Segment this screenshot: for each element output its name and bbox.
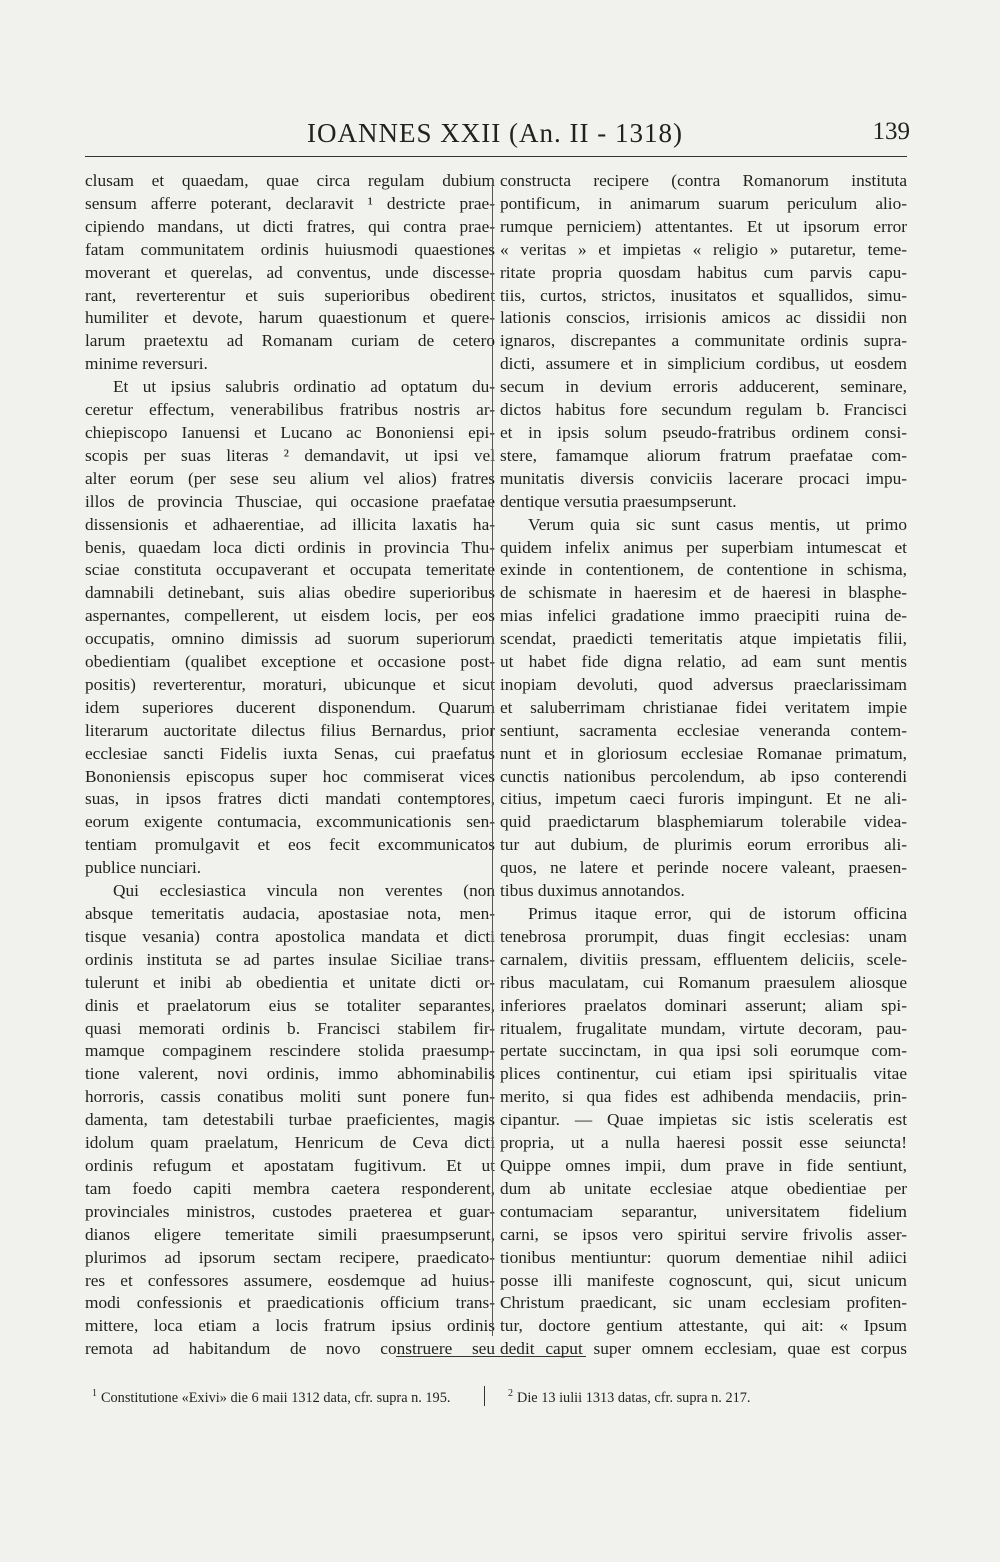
- header-rule: [85, 156, 907, 157]
- text-line: benis, quaedam loca dicti ordinis in provincia Thu-: [85, 537, 495, 557]
- text-line: inopiam devoluti, quod adversus praeclarissimam: [500, 674, 907, 694]
- text-line: tionibus mentiuntur: quorum dementiae nihil adiici: [500, 1247, 907, 1267]
- text-line: de schismate in haeresim et de haeresi in blasphe-: [500, 583, 907, 603]
- text-line: dedit caput super omnem ecclesiam, quae est corpus: [500, 1339, 907, 1359]
- text-line: carni, se ipsos vero spiritui servire frivolis asser-: [500, 1224, 907, 1244]
- text-line: tibus duximus annotandos.: [500, 881, 685, 901]
- text-line: et in ipsis solum pseudo-fratribus ordinem consi-: [500, 422, 907, 442]
- text-line: ecclesiae sancti Fidelis iuxta Senas, cui praefatus: [85, 743, 495, 763]
- text-line: sensum afferre poterant, declaravit ¹ destricte prae-: [85, 193, 495, 213]
- text-line: scopis per suas literas ² demandavit, ut ipsi vel: [85, 445, 495, 465]
- text-line: ignaros, discrepantes a communitate ordinis supra-: [500, 331, 907, 351]
- text-line: dissensionis et adhaerentiae, ad illicita laxatis ha-: [85, 514, 495, 534]
- footnote-1-text: Constitutione «Exivi» die 6 maii 1312 data, cfr. supra n. 195.: [101, 1389, 451, 1406]
- text-line: « veritas » et impietas « religio » putaretur, teme-: [500, 239, 907, 259]
- column-divider: [492, 178, 493, 1336]
- footnote-1-number: 1: [92, 1388, 97, 1399]
- text-line: pontificum, in animarum suarum periculum alio-: [500, 193, 907, 213]
- text-line: dum ab unitate ecclesiae atque obedientiae per: [500, 1178, 907, 1198]
- text-line: suas, in ipsos fratres dicti mandati contemptores,: [85, 789, 495, 809]
- text-line: merito, si qua fides est adhibenda mendaciis, prin-: [500, 1087, 907, 1107]
- text-line: Bononiensis episcopus super hoc commiserat vices: [85, 766, 495, 786]
- text-line: quasi memorati ordinis b. Francisci stabilem fir-: [85, 1018, 495, 1038]
- text-line: pertate succinctam, in qua ipsi soli eorumque com-: [500, 1041, 907, 1061]
- footnote-rule: [396, 1356, 586, 1357]
- left-column: [85, 170, 495, 1361]
- text-line: tenebrosa prorumpit, duas fingit ecclesias: unam: [500, 926, 907, 946]
- text-line: remota ad habitandum de novo construere seu: [85, 1339, 495, 1359]
- text-line: Qui ecclesiastica vincula non verentes (non: [113, 881, 495, 901]
- text-line: Et ut ipsius salubris ordinatio ad optatum du-: [113, 377, 495, 397]
- text-line: damenta, tam detestabili turbae praeficientes, magis: [85, 1110, 495, 1130]
- text-line: dictos habitus fore secundum regulam b. Francisci: [500, 400, 907, 420]
- text-line: inferiores praelatos dominari asserunt; aliam spi-: [500, 995, 907, 1015]
- text-line: Christum praedicant, sic unam ecclesiam profiten-: [500, 1293, 907, 1313]
- text-line: contumaciam separantur, universitatem fidelium: [500, 1201, 907, 1221]
- text-line: larum praetextu ad Romanam curiam de cetero: [85, 331, 495, 351]
- text-line: dicti, assumere et in simplicium cordibus, ut eosdem: [500, 354, 907, 374]
- text-line: dinis et praelatorum eius se totaliter separantes,: [85, 995, 495, 1015]
- running-title: IOANNES XXII (An. II - 1318): [307, 118, 683, 148]
- text-line: stere, famamque aliorum fratrum praefatae com-: [500, 445, 907, 465]
- text-line: et saluberrimam christianae fidei veritatem impie: [500, 697, 907, 717]
- text-line: dentique versutia praesumpserunt.: [500, 491, 737, 511]
- text-line: minime reversuri.: [85, 354, 208, 374]
- text-line: tam foedo capiti membra caetera responderent,: [85, 1178, 495, 1198]
- text-line: munitatis diversis conviciis lacerare procaci impu-: [500, 468, 907, 488]
- text-line: aspernantes, compellerent, ut eisdem locis, per eos: [85, 606, 495, 626]
- footnote-2-text: Die 13 iulii 1313 datas, cfr. supra n. 217.: [517, 1389, 751, 1406]
- text-line: lationis conscios, irrisionis amicos ac dissidii non: [500, 308, 907, 328]
- text-line: res et confessores assumere, eosdemque ad huius-: [85, 1270, 495, 1290]
- text-line: illos de provincia Thusciae, qui occasione praefatae: [85, 491, 495, 511]
- text-line: ordinis refugum et apostatam fugitivum. Et ut: [85, 1155, 495, 1175]
- text-line: tisque vesania) contra apostolica mandata et dicti: [85, 926, 495, 946]
- text-line: Verum quia sic sunt casus mentis, ut primo: [528, 514, 907, 534]
- text-line: tur, doctore gentium attestante, qui ait: « Ipsum: [500, 1316, 907, 1336]
- text-line: mittere, loca etiam a locis fratrum ipsius ordinis: [85, 1316, 495, 1336]
- text-line: humiliter et devote, harum quaestionum et quere-: [85, 308, 495, 328]
- text-line: chiepiscopo Ianuensi et Lucano ac Bononiensi epi-: [85, 422, 495, 442]
- text-line: absque temeritatis audacia, apostasiae nota, men-: [85, 904, 495, 923]
- text-line: literarum auctoritate dilectus filius Bernardus, prior: [85, 720, 495, 740]
- text-line: quos, ne latere et perinde nocere valeant, praesen-: [500, 858, 907, 878]
- text-line: rant, reverterentur et suis superioribus obedirent: [85, 285, 495, 305]
- text-line: quid praedictarum blasphemiarum tolerabile videa-: [500, 812, 907, 832]
- text-line: ritate propria quosdam habitus cum parvis capu-: [500, 262, 907, 282]
- page-number: 139: [872, 118, 910, 145]
- text-line: carnalem, divitiis pressam, effluentem deliciis, scele-: [500, 949, 907, 969]
- text-line: occupatis, omnino dimissis ad suorum superiorum: [85, 629, 495, 649]
- text-line: tione valerent, novi ordinis, immo abhominabilis: [85, 1064, 495, 1084]
- text-line: exinde in contentionem, de contentione in schisma,: [500, 560, 907, 580]
- text-line: tulerunt et inibi ab obedientia et unitate dicti or-: [85, 972, 495, 992]
- text-line: sciae constituta occupaverant et occupata temeritate: [85, 560, 495, 580]
- text-line: rumque perniciem) attentantes. Et ut ipsorum error: [500, 216, 907, 236]
- text-line: alter eorum (per sese seu alium vel alios) fratres: [85, 468, 495, 488]
- text-line: damnabili detinebant, suis alias obedire superioribus: [85, 583, 495, 603]
- text-line: plices continentur, cui etiam ipsi spiritualis vitae: [500, 1064, 907, 1084]
- text-line: provinciales ministros, custodes praeterea et guar-: [85, 1201, 495, 1221]
- text-line: fatam communitatem ordinis huiusmodi quaestiones: [85, 239, 495, 259]
- text-line: ribus maculatam, cui Romanum praesulem aliosque: [500, 972, 907, 992]
- text-line: cipantur. — Quae impietas sic istis sceleratis est: [500, 1110, 907, 1130]
- text-line: tentiam promulgavit et eos fecit excommunicatos: [85, 835, 495, 855]
- text-line: eorum exigente contumacia, excommunicationis sen-: [85, 812, 495, 832]
- text-line: plurimos ad ipsorum sectam recipere, praedicato-: [85, 1247, 495, 1267]
- text-line: idem superiores ducerent disponendum. Quarum: [85, 697, 495, 717]
- text-line: idolum quam praelatum, Henricum de Ceva dicti: [85, 1133, 495, 1153]
- text-line: modi confessionis et praedicationis officium trans-: [85, 1293, 495, 1313]
- text-line: horroris, cassis conatibus moliti sunt ponere fun-: [85, 1087, 495, 1107]
- text-line: citius, impetum caeci furoris impingunt. Et ne ali-: [500, 789, 907, 809]
- text-line: scendat, praedicti temeritatis atque impietatis filii,: [500, 629, 907, 649]
- text-line: obedientiam (qualibet exceptione et occasione post-: [85, 652, 495, 672]
- text-line: publice nunciari.: [85, 858, 202, 878]
- footnote-1: [92, 1388, 450, 1407]
- text-line: positis) reverterentur, moraturi, ubicunque et sicut: [85, 674, 495, 694]
- footnote-separator: [484, 1386, 485, 1406]
- text-line: posse illi manifeste cognoscunt, qui, sicut unicum: [500, 1270, 907, 1290]
- text-line: propria, ut a nulla haeresi possit esse seiuncta!: [500, 1133, 907, 1153]
- text-line: clusam et quaedam, quae circa regulam dubium: [85, 171, 495, 190]
- text-line: mias infelici gradatione immo praecipiti ruina de-: [500, 606, 907, 626]
- text-line: ordinis instituta se ad partes insulae Siciliae trans-: [85, 949, 495, 969]
- text-line: tur aut dubium, de plurimis eorum erroribus ali-: [500, 835, 907, 855]
- text-line: ut habet fide digna relatio, ad eam sunt mentis: [500, 652, 907, 672]
- text-line: nunt et in gloriosum ecclesiae Romanae primatum,: [500, 743, 907, 763]
- text-line: dianos eligere temeritate simili praesumpserunt,: [85, 1224, 495, 1244]
- footnote-2: [508, 1388, 750, 1407]
- text-line: cunctis nationibus percolendum, ab ipso conterendi: [500, 766, 907, 786]
- text-line: moverant et querelas, ad conventus, unde discesse-: [85, 262, 495, 282]
- text-line: sentiunt, sacramenta ecclesiae veneranda contem-: [500, 720, 907, 740]
- text-line: ceretur effectum, venerabilibus fratribus nostris ar-: [85, 400, 495, 420]
- text-line: Quippe omnes impii, dum prave in fide sentiunt,: [500, 1155, 907, 1175]
- text-line: cipiendo mandans, ut dicti fratres, qui contra prae-: [85, 216, 495, 236]
- right-column: [500, 170, 907, 1361]
- text-line: constructa recipere (contra Romanorum instituta: [500, 171, 907, 190]
- footnote-2-number: 2: [508, 1388, 513, 1399]
- text-line: ritualem, frugalitate mundam, virtute decoram, pau-: [500, 1018, 907, 1038]
- running-head: [80, 118, 910, 152]
- text-line: secum in devium erroris adducerent, seminare,: [500, 377, 907, 397]
- text-line: mamque compaginem rescindere stolida praesump-: [85, 1041, 495, 1061]
- text-line: tiis, curtos, strictos, inusitatos et squallidos, simu-: [500, 285, 907, 305]
- text-line: quidem infelix animus per superbiam intumescat et: [500, 537, 907, 557]
- text-line: Primus itaque error, qui de istorum officina: [528, 904, 907, 923]
